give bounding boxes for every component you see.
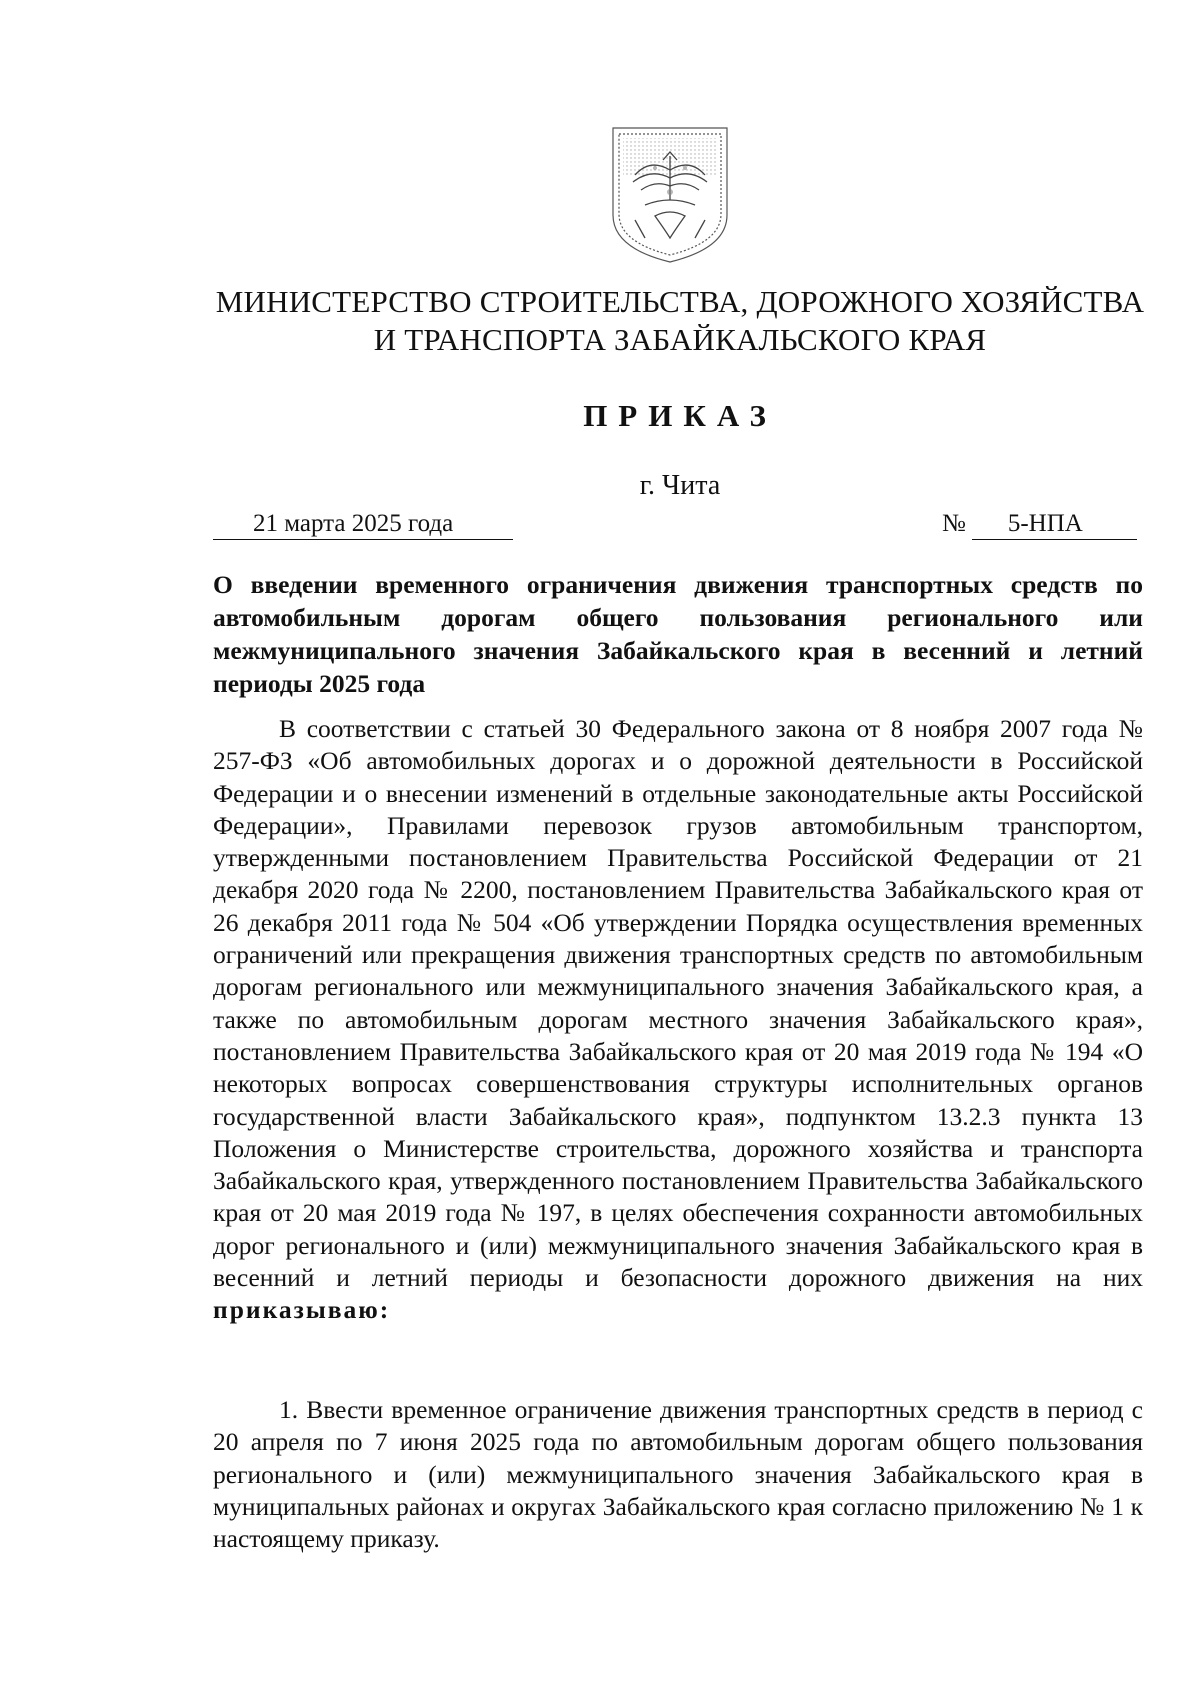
document-title: О введении временного ограничения движения транспортных средств по автомобильным дорогам общего пользования регионального или межмуниципального значения Забайкальского края в весенний и летний периоды 2025 года (213, 570, 1143, 698)
ministry-line-1: МИНИСТЕРСТВО СТРОИТЕЛЬСТВА, ДОРОЖНОГО ХОЗЯЙСТВА (215, 284, 1145, 319)
document-type: ПРИКАЗ (583, 398, 777, 433)
item-1-paragraph: 1. Ввести временное ограничение движения транспортных средств в период с 20 апреля по 7 июня 2025 года по автомобильным дорогам общего пользования регионального и (или) межмуниципального значения Забайкальского края в муниципальных районах и округах Забайкальского края согласно приложению № 1 к настоящему приказу. (213, 1395, 1143, 1554)
number-value: 5-НПА (972, 509, 1137, 540)
ministry-name (200, 283, 1160, 359)
document-number (942, 509, 1137, 540)
order-word: приказываю: (213, 1295, 391, 1325)
coat-of-arms-icon (605, 120, 735, 265)
document-date: 21 марта 2025 года (213, 509, 513, 540)
ministry-line-2: И ТРАНСПОРТА ЗАБАЙКАЛЬСКОГО КРАЯ (373, 322, 987, 357)
number-sign: № (942, 510, 966, 537)
preamble-text: В соответствии с статьей 30 Федерального закона от 8 ноября 2007 года № 257-ФЗ «Об автомобильных дорогах и о дорожной деятельности в Российской Федерации и о внесении изменений в отдельные законодательные акты Российской Федерации», Правилами перевозок грузов автомобильным транспортом, утвержденными постановлением Правительства Российской Федерации от 21 декабря 2020 года № 2200, постановлением Правительства Забайкальского края от 26 декабря 2011 года № 504 «Об утверждении Порядка осуществления временных ограничений или прекращения движения транспортных средств по автомобильным дорогам регионального или межмуниципального значения Забайкальского края, а также по автомобильным дорогам местного значения Забайкальского края», постановлением Правительства Забайкальского края от 20 мая 2019 года № 194 «О некоторых вопросах совершенствования структуры исполнительных органов государственной власти Забайкальского края», подпунктом 13.2.3 пункта 13 Положения о Министерстве строительства, дорожного хозяйства и транспорта Забайкальского края, утвержденного постановлением Правительства Забайкальского края от 20 мая 2019 года № 197, в целях обеспечения сохранности автомобильных дорог регионального и (или) межмуниципального значения Забайкальского края в весенний и летний периоды и безопасности дорожного движения на них (213, 714, 1143, 1293)
city: г. Чита (639, 470, 721, 501)
preamble-paragraph (213, 713, 1143, 1327)
